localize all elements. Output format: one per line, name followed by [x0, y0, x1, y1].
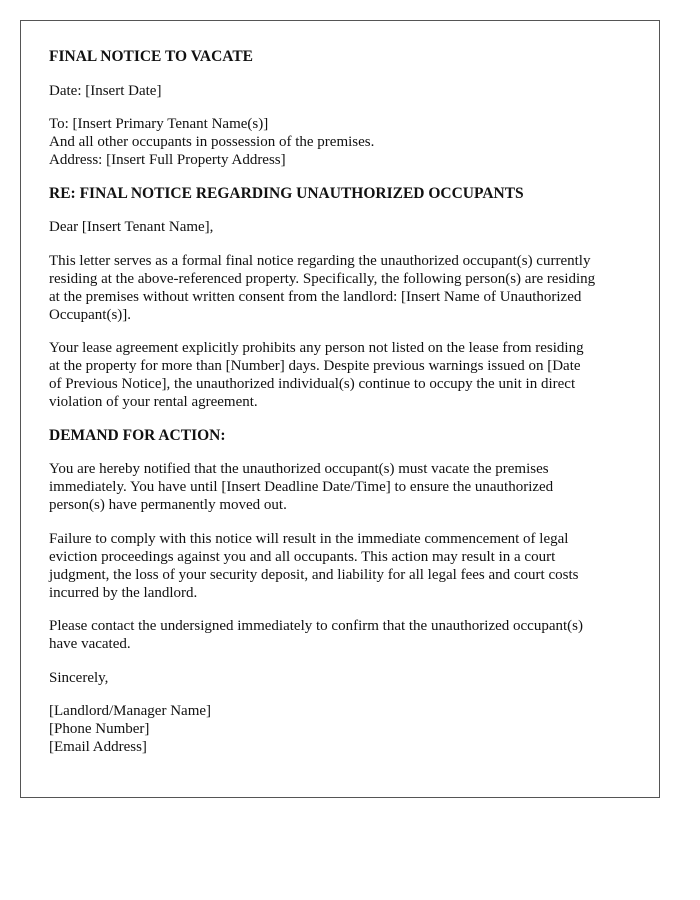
paragraph-line: Your lease agreement explicitly prohibits any person not listed on the lease from residing — [49, 340, 584, 356]
to-line: To: [Insert Primary Tenant Name(s)] — [49, 116, 269, 132]
paragraph-line: immediately. You have until [Insert Deadline Date/Time] to ensure the unauthorized — [49, 479, 554, 495]
paragraph-occupants — [49, 252, 631, 324]
paragraph-lease — [49, 339, 631, 411]
paragraph-line: incurred by the landlord. — [49, 584, 198, 601]
salutation: Dear [Insert Tenant Name], — [49, 219, 214, 235]
signature-email: [Email Address] — [49, 739, 147, 755]
paragraph-line: This letter serves as a formal final notice regarding the unauthorized occupant(s) currently — [49, 252, 591, 269]
paragraph-line: violation of your rental agreement. — [49, 394, 258, 410]
paragraph-line: Failure to comply with this notice will result in the immediate commencement of legal — [49, 530, 569, 547]
paragraph-line: of Previous Notice], the unauthorized individual(s) continue to occupy the unit in direct — [49, 376, 576, 392]
paragraph-consequences — [49, 530, 631, 602]
signature-name: [Landlord/Manager Name] — [49, 703, 212, 719]
paragraph-line: Occupant(s)]. — [49, 306, 132, 323]
paragraph-demand — [49, 460, 631, 514]
paragraph-line: You are hereby notified that the unauthorized occupant(s) must vacate the premises — [49, 461, 549, 477]
closing: Sincerely, — [49, 669, 109, 686]
paragraph-line: at the premises without written consent from the landlord: [Insert Name of Unauthorized — [49, 288, 582, 305]
letter-title: FINAL NOTICE TO VACATE — [49, 48, 254, 65]
re-heading: RE: FINAL NOTICE REGARDING UNAUTHORIZED OCCUPANTS — [49, 184, 524, 202]
signature-block — [49, 702, 631, 756]
occupants-line: And all other occupants in possession of the premises. — [49, 134, 375, 150]
notice-letter — [20, 20, 660, 798]
paragraph-line: person(s) have permanently moved out. — [49, 497, 287, 513]
recipient-block — [49, 115, 631, 169]
paragraph-line: have vacated. — [49, 636, 131, 652]
signature-phone: [Phone Number] — [49, 721, 150, 737]
paragraph-line: eviction proceedings against you and all occupants. This action may result in a court — [49, 548, 556, 565]
paragraph-contact — [49, 617, 631, 653]
paragraph-line: at the property for more than [Number] days. Despite previous warnings issued on [Date — [49, 358, 581, 374]
address-line: Address: [Insert Full Property Address] — [49, 152, 286, 168]
date-line: Date: [Insert Date] — [49, 82, 162, 99]
demand-heading: DEMAND FOR ACTION: — [49, 426, 226, 444]
paragraph-line: Please contact the undersigned immediately to confirm that the unauthorized occupant(s) — [49, 618, 583, 634]
paragraph-line: residing at the above-referenced property. Specifically, the following person(s) are residing — [49, 270, 596, 287]
paragraph-line: judgment, the loss of your security deposit, and liability for all legal fees and court costs — [49, 566, 579, 583]
